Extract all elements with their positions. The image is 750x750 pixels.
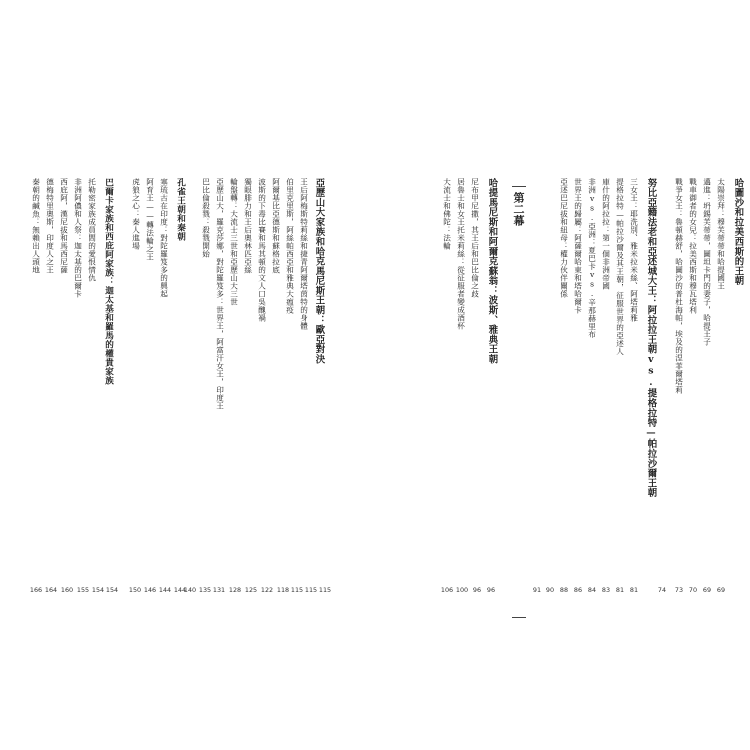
page-number: 154 [105,586,119,594]
toc-entry: 大流士和佛陀：法輪 [442,178,452,250]
toc-entry: 獨眼腓力和王后奧林匹亞絲 [243,178,253,274]
toc-entry: 伯里克里斯，阿絲帕西亞和雅典大瘟疫 [285,178,295,314]
toc-entry: 非洲vs.亞洲：夏巴卡vs.辛那赫里布 [587,178,597,339]
page-number: 128 [228,586,242,594]
toc-chapter-heading: 努比亞籍法老和亞述城大王：阿拉拉王朝vs.提格拉特—帕拉沙爾王朝 [645,178,657,498]
part-divider [512,186,526,618]
toc-entry: 托勒密家族成員間的愛恨情仇 [87,178,97,282]
page-number: 96 [472,586,482,594]
page-number: 96 [486,586,496,594]
toc-entry: 波斯的下毒比賽和馬其頓的文人口吳醜禍 [257,178,267,322]
page-number: 100 [455,586,469,594]
page-number: 106 [440,586,454,594]
toc-entry: 阿爾基比亞德斯和蘇格拉底 [271,178,281,274]
toc-entry: 提格拉特—帕拉沙爾及其王朝，征服世界的亞述人 [615,178,625,356]
page-number: 69 [716,586,726,594]
toc-entry: 秦朝的鹹魚：無賴出人頭地 [31,178,41,274]
toc-entry: 塞琉古在印度：對陀羅笈多的興起 [159,178,169,298]
page-number: 84 [587,586,597,594]
toc-entry: 亞歷山大，羅克莎娜，對陀羅笈多：世界王，阿富汗女王，印度王 [215,178,225,410]
page-number: 90 [545,586,555,594]
page-number: 118 [276,586,290,594]
toc-chapter-heading: 亞歷山大家族和哈克馬尼斯王朝：歐亞對決 [313,178,325,365]
toc-entry: 非洲阿儂和人祭：迦太基的巴爾卡 [73,178,83,298]
toc-entry: 巴比倫殺戮：殺戮開始 [201,178,211,258]
toc-chapter-heading: 孔雀王朝和秦朝 [175,178,186,241]
page-number: 144 [173,586,187,594]
page-number: 144 [158,586,172,594]
page-number: 74 [657,586,667,594]
page-number: 115 [304,586,318,594]
toc-entry: 戰爭女王：魯頓赫舒，哈圖沙的普杜海帕，埃及的涅菲爾塔莉 [674,178,684,394]
page-number: 122 [260,586,274,594]
toc-entry: 太陽崇拜：穆芙蒂蒂和哈提國王 [716,178,726,290]
toc-chapter-heading: 巴爾卡家族和西庇阿家族：迦太基和羅馬的權貴家族 [103,178,114,385]
page-number: 73 [674,586,684,594]
toc-entry: 三女王：耶洗別、雅米拉米絲、阿塔莉雅 [629,178,639,322]
page-number: 160 [60,586,74,594]
toc-entry: 德梅特里奧斯，印度人之王 [45,178,55,274]
toc-entry: 王后阿梅斯特莉絲和捷青阿爾塔茵特的身體 [299,178,309,330]
page-number: 81 [615,586,625,594]
toc-entry: 戰車御者的女兒：拉美西斯和穆瓦塔利 [688,178,698,314]
page-number: 131 [212,586,226,594]
page-number: 81 [629,586,639,594]
page-number: 86 [573,586,583,594]
toc-entry: 世界王的歸屬：阿薩爾哈東和塔哈爾卡 [573,178,583,314]
page-number: 125 [244,586,258,594]
toc-chapter-heading: 哈圖沙和拉美西斯的王朝 [732,178,744,286]
toc-entry: 輪盤轉：大流士三世和亞歷山大三世 [229,178,239,306]
page-number: 140 [183,586,197,594]
page-number: 155 [76,586,90,594]
page-number: 164 [44,586,58,594]
page-number: 88 [559,586,569,594]
toc-entry: 邁進：坍錫芙蒂蒂，圖坦卡門的妻子，哈提王子 [702,178,712,346]
page-number: 150 [128,586,142,594]
page-number: 146 [143,586,157,594]
toc-entry: 庫什的阿拉拉：第一個非洲帝國 [601,178,611,290]
page-number: 70 [688,586,698,594]
page-number: 166 [29,586,43,594]
page-number: 83 [601,586,611,594]
page-number: 115 [290,586,304,594]
toc-entry: 西庇阿，漢尼拔和馬西尼薩 [59,178,69,274]
page-number: 91 [532,586,542,594]
toc-entry: 居魯士和女王托米莉絲：從征服者變成酒杯 [456,178,466,330]
page-number: 154 [91,586,105,594]
toc-entry: 阿育王——轉法輪之王 [145,178,155,261]
part-title: 第二幕 [512,192,525,227]
page-number: 69 [702,586,712,594]
toc-entry: 亞述巴尼拔和紐母：權力伙伴關係 [559,178,569,298]
toc-entry: 虎狼之心：秦人進場 [131,178,141,250]
toc-entry: 尼布甲尼撒，其王后和巴比倫之歧 [470,178,480,298]
page-number: 115 [318,586,332,594]
toc-chapter-heading: 哈提馬尼斯和阿爾克蘇翁：波斯、雅典王朝 [486,178,498,365]
page-number: 135 [198,586,212,594]
